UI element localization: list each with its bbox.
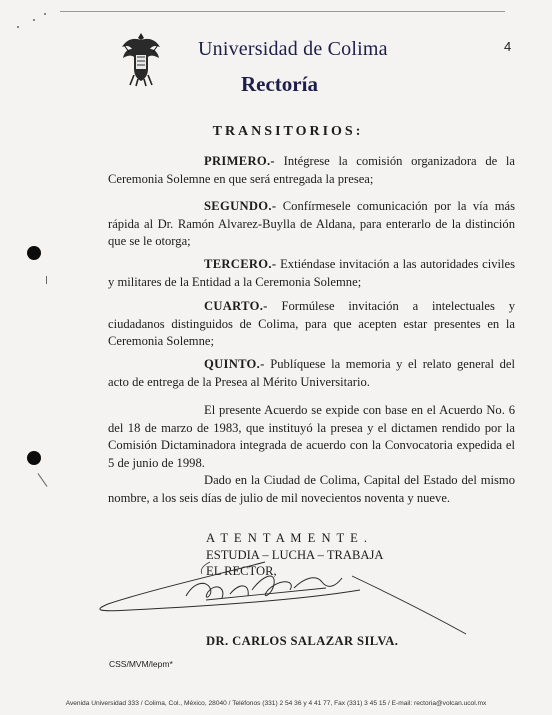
paragraph-text: El presente Acuerdo se expide con base en el Acuerdo No. 6 del 18 de marzo de 1983, que instituyó la presea y el dictamen rendido por la Comisión Dictaminadora integrada de acuerdo con la Convocatoria expedida el 5 de junio de 1998. [108,403,515,470]
scan-mark [46,276,47,284]
scan-mark [38,473,48,487]
paragraph-dated [108,472,515,507]
paragraph-text: Confírmesele comunicación por la vía más rápida al Dr. Ramón Alvarez-Buylla de Aldana, para enterarlo de la distinción que se le otorga; [108,199,515,249]
paragraph-lead: QUINTO.- [204,357,265,371]
letterhead-footer: Avenida Universidad 333 / Colima, Col., México, 28040 / Teléfonos (331) 2 54 36 y 4 41 77, Fax (331) 3 45 15 / E-mail: rectoria@volcan.ucol.mx [65,700,487,707]
top-rule [60,11,505,12]
punch-hole [27,451,41,465]
paragraph-lead: PRIMERO.- [204,154,275,168]
closing-attentively: A T E N T A M E N T E . [206,531,369,545]
paragraph-cuarto [108,298,515,351]
rector-name: DR. CARLOS SALAZAR SILVA. [206,634,399,648]
paragraph-text: Publíquese la memoria y el relato general del acto de entrega de la Presea al Mérito Universitario. [108,357,516,389]
university-name: Universidad de Colima [198,38,388,60]
paragraph-primero [108,153,515,188]
office-title: Rectoría [241,72,318,96]
paragraph-segundo [108,198,515,251]
paragraph-lead: TERCERO.- [204,257,277,271]
section-heading: TRANSITORIOS: [212,124,364,139]
paragraph-lead: CUARTO.- [204,299,268,313]
scan-speck [44,13,46,15]
paragraph-lead: SEGUNDO.- [204,199,277,213]
paragraph-text: Extiéndase invitación a las autoridades civiles y militares de la Entidad a la Ceremonia Solemne; [108,257,515,289]
university-crest-icon [121,31,161,87]
handwritten-signature [90,560,480,640]
paragraph-tercero [108,256,515,291]
paragraph-text: Formúlese invitación a intelectuales y ciudadanos distinguidos de Colima, para que acepten estar presentes en la Ceremonia Solemne; [108,299,515,349]
paragraph-text: Intégrese la comisión organizadora de la Ceremonia Solemne en que será entregada la presea; [108,154,515,186]
closing-role: EL RECTOR, [206,564,277,578]
paragraph-quinto [108,356,515,391]
scan-speck [33,19,35,21]
punch-hole [27,246,41,260]
page-number: 4 [504,39,512,54]
paragraph-text: Dado en la Ciudad de Colima, Capital del Estado del mismo nombre, a los seis días de julio de mil novecientos noventa y nueve. [108,473,515,505]
paragraph-basis [108,402,515,472]
scan-speck [17,26,19,28]
reference-initials: CSS/MVM/lepm* [109,659,173,669]
closing-motto: ESTUDIA – LUCHA – TRABAJA [206,547,384,562]
